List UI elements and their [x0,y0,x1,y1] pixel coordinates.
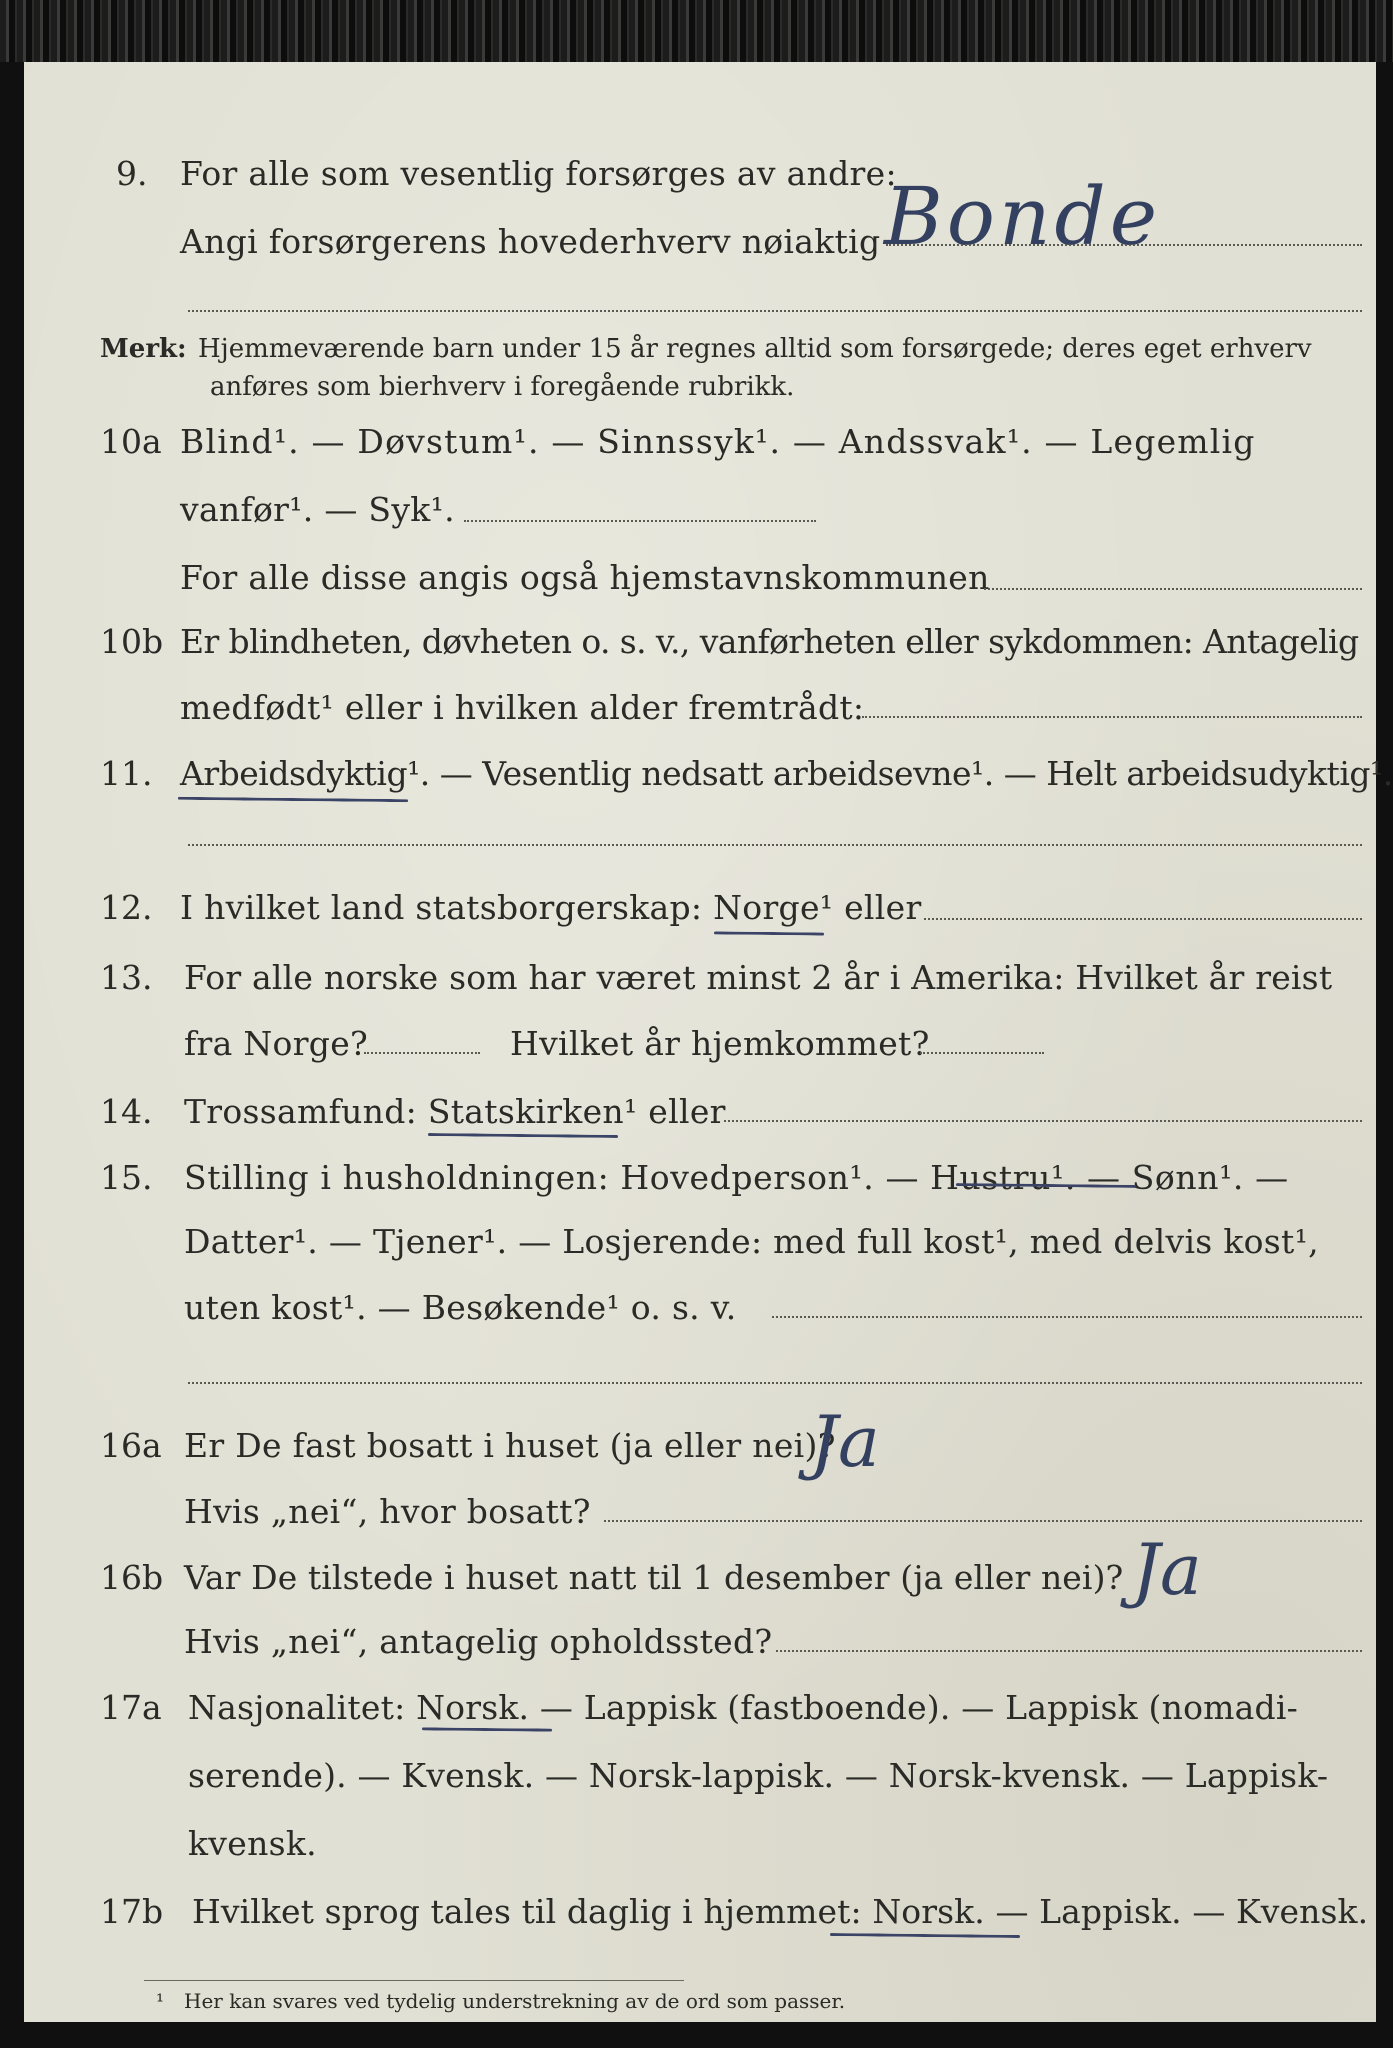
merk-line1: Hjemmeværende barn under 15 år regnes alltid som forsørgede; deres eget erhverv [198,334,1312,364]
q10a-line3-blank [984,588,1362,590]
merk-line2: anføres som bierhverv i foregående rubrikk. [210,372,795,402]
q14-number: 14. [100,1092,153,1131]
q13-hjemkommet-blank [920,1052,1044,1054]
q9-number: 9. [116,154,148,193]
q16b-line1: Var De tilstede i huset natt til 1 desember (ja eller nei)? [184,1558,1124,1597]
q9-answer-line [886,244,1362,246]
census-form-page [24,62,1393,2022]
q13-line2b: Hvilket år hjemkommet? [510,1024,930,1063]
q16a-line2: Hvis „nei“, hvor bosatt? [184,1492,591,1531]
q16a-line2-blank [604,1520,1362,1522]
q17b-underline-norsk [830,1933,1020,1938]
q9-extra-line [188,310,1362,312]
q12-blank [924,918,1362,920]
q15-line3-blank [772,1316,1362,1318]
q13-reist-blank [364,1052,480,1054]
q17b-line1: Hvilket sprog tales til daglig i hjemmet: Norsk. — Lappisk. — Kvensk. [192,1892,1369,1931]
q17a-number: 17a [100,1688,162,1727]
q16a-handwritten-answer: Ja [810,1401,880,1483]
footnote-mark: ¹ [156,1989,165,2013]
q11-extra-line [188,844,1362,846]
q16b-line2: Hvis „nei“, antagelig opholdssted? [184,1622,773,1661]
scan-top-edge [0,0,1393,62]
merk-label: Merk: [100,334,187,364]
q12-number: 12. [100,888,153,927]
q11-line1: Arbeidsdyktig¹. — Vesentlig nedsatt arbeidsevne¹. — Helt arbeidsudyktig¹. [180,754,1393,793]
footnote-divider [144,1980,684,1981]
q17a-underline-norsk [422,1727,552,1731]
q15-number: 15. [100,1158,153,1197]
q10b-line2: medfødt¹ eller i hvilken alder fremtrådt: [180,688,865,727]
q16b-line2-blank [776,1650,1362,1652]
q14-underline-statskirken [428,1133,618,1138]
q9-line2: Angi forsørgerens hovederhverv nøiaktig [180,222,881,261]
q15-line3: uten kost¹. — Besøkende¹ o. s. v. [184,1288,737,1327]
q13-number: 13. [100,958,153,997]
q11-number: 11. [100,754,153,793]
q10b-line2-blank [862,716,1362,718]
q12-line1: I hvilket land statsborgerskap: Norge¹ eller [180,888,922,927]
q12-underline-norge [714,931,824,935]
q16a-line1: Er De fast bosatt i huset (ja eller nei)? [184,1426,836,1465]
q14-blank [724,1120,1362,1122]
q11-underline-arbeidsdyktig [178,797,408,802]
q15-line1: Stilling i husholdningen: Hovedperson¹. — Hustru¹. — Sønn¹. — [184,1158,1289,1197]
q17a-line1: Nasjonalitet: Norsk. — Lappisk (fastboende). — Lappisk (nomadi- [188,1688,1298,1727]
q14-line1: Trossamfund: Statskirken¹ eller [184,1092,726,1131]
q10a-number: 10a [100,422,162,461]
q16b-handwritten-answer: Ja [1132,1529,1202,1611]
q9-line1: For alle som vesentlig forsørges av andre: [180,154,897,193]
q10a-line3: For alle disse angis også hjemstavnskommunen [180,558,990,597]
q13-line2a: fra Norge? [184,1024,369,1063]
q17a-line2: serende). — Kvensk. — Norsk-lappisk. — Norsk-kvensk. — Lappisk- [188,1756,1329,1795]
q15-line2: Datter¹. — Tjener¹. — Losjerende: med full kost¹, med delvis kost¹, [184,1222,1319,1261]
q16b-number: 16b [100,1558,164,1597]
q17a-line3: kvensk. [188,1824,317,1863]
q13-line1: For alle norske som har været minst 2 år i Amerika: Hvilket år reist [184,958,1333,997]
q10a-line2-blank [464,520,816,522]
q17b-number: 17b [100,1892,164,1931]
q10b-number: 10b [100,622,164,661]
footnote-text: Her kan svares ved tydelig understrekning av de ord som passer. [184,1989,846,2013]
q10a-line1: Blind¹. — Døvstum¹. — Sinnssyk¹. — Andssvak¹. — Legemlig [180,422,1256,461]
q10a-line2: vanfør¹. — Syk¹. [180,490,455,529]
q10b-line1: Er blindheten, døvheten o. s. v., vanførheten eller sykdommen: Antagelig [180,622,1359,661]
q15-extra-line [188,1382,1362,1384]
q16a-number: 16a [100,1426,162,1465]
q9-handwritten-answer: Bonde [884,170,1162,263]
